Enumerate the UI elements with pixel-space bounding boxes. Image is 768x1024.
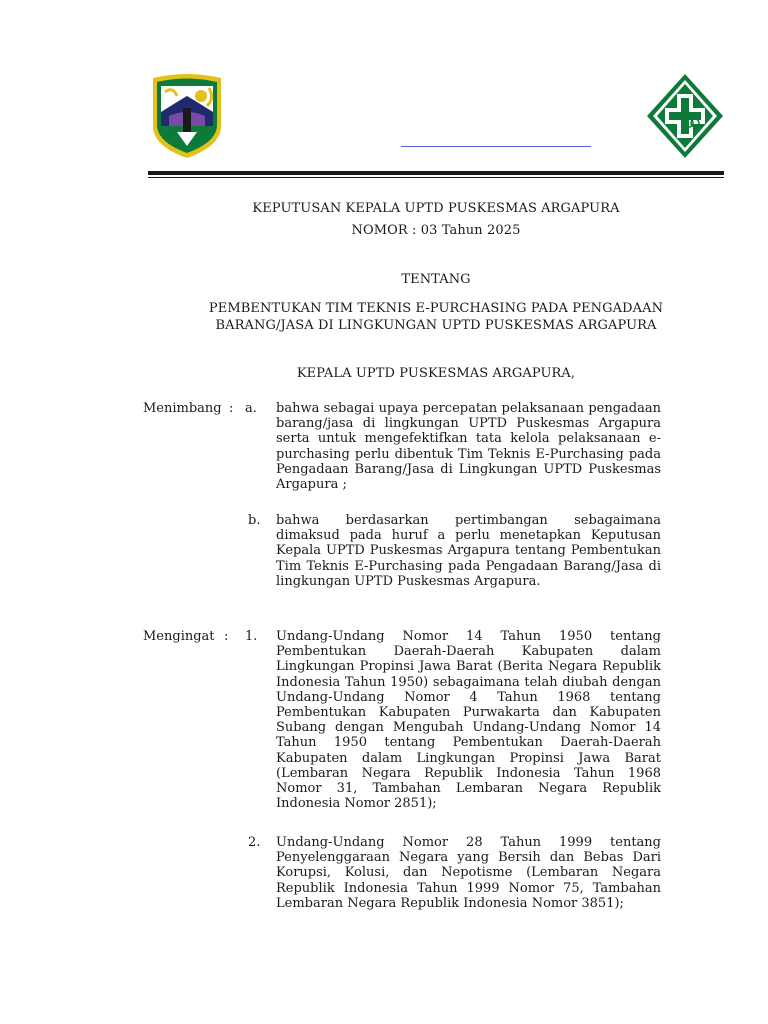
decree-title: KEPUTUSAN KEPALA UPTD PUSKESMAS ARGAPURA (252, 201, 620, 216)
regency-emblem-icon (147, 72, 227, 160)
menimbang-marker-b: b. (248, 513, 261, 528)
menimbang-colon: : (229, 401, 234, 416)
header-rule-thick (148, 171, 724, 175)
puskesmas-cross-icon (645, 72, 725, 160)
subject-line-1: PEMBENTUKAN TIM TEKNIS E-PURCHASING PADA PENGADAAN (208, 301, 664, 316)
mengingat-marker-2: 2. (248, 835, 261, 850)
mengingat-item-1: Undang-Undang Nomor 14 Tahun 1950 tentang Pembentukan Daerah-Daerah Kabupaten dalam Lingkungan Propinsi Jawa Barat (Berita Negara Republik Indonesia Tahun 1950) sebagaimana telah diubah dengan Undang-Undang Nomor 4 Tahun 1968 tentang Pembentukan Kabupaten Purwakarta dan Kabupaten Subang dengan Mengubah Undang-Undang Nomor 14 Tahun 1950 tentang Pembentukan Daerah-Daerah Kabupaten dalam Lingkungan Propinsi Jawa Barat (Lembaran Negara Republik Indonesia Tahun 1968 Nomor 31, Tambahan Lembaran Negara Republik Indonesia Nomor 2851); (276, 629, 661, 812)
menimbang-marker-a: a. (245, 401, 257, 416)
mengingat-item-2: Undang-Undang Nomor 28 Tahun 1999 tentang Penyelenggaraan Negara yang Bersih dan Bebas Dari Korupsi, Kolusi, dan Nepotisme (Lembaran Negara Republik Indonesia Tahun 1999 Nomor 75, Tambahan Lembaran Negara Republik Indonesia Nomor 3851); (276, 835, 661, 911)
tentang-heading: TENTANG (401, 272, 471, 287)
header-rule-thin (148, 177, 724, 178)
header-link-underline (401, 146, 591, 147)
mengingat-label: Mengingat (143, 629, 215, 644)
decree-subject (148, 300, 724, 334)
decree-number: NOMOR : 03 Tahun 2025 (351, 223, 521, 238)
mengingat-marker-1: 1. (245, 629, 258, 644)
subject-line-2: BARANG/JASA DI LINGKUNGAN UPTD PUSKESMAS ARGAPURA (215, 318, 657, 333)
menimbang-item-b: bahwa berdasarkan pertimbangan sebagaimana dimaksud pada huruf a perlu menetapkan Keputusan Kepala UPTD Puskesmas Argapura tentang Pembentukan Tim Teknis E-Purchasing pada Pengadaan Barang/Jasa di lingkungan UPTD Puskesmas Argapura. (276, 513, 661, 589)
mengingat-colon: : (224, 629, 229, 644)
menimbang-item-a: bahwa sebagai upaya percepatan pelaksanaan pengadaan barang/jasa di lingkungan UPTD Puskesmas Argapura serta untuk mengefektifkan tata kelola pelaksanaan e-purchasing perlu dibentuk Tim Teknis E-Purchasing pada Pengadaan Barang/Jasa di Lingkungan UPTD Puskesmas Argapura ; (276, 401, 661, 493)
issuer-heading: KEPALA UPTD PUSKESMAS ARGAPURA, (296, 366, 576, 381)
menimbang-label: Menimbang (143, 401, 222, 416)
